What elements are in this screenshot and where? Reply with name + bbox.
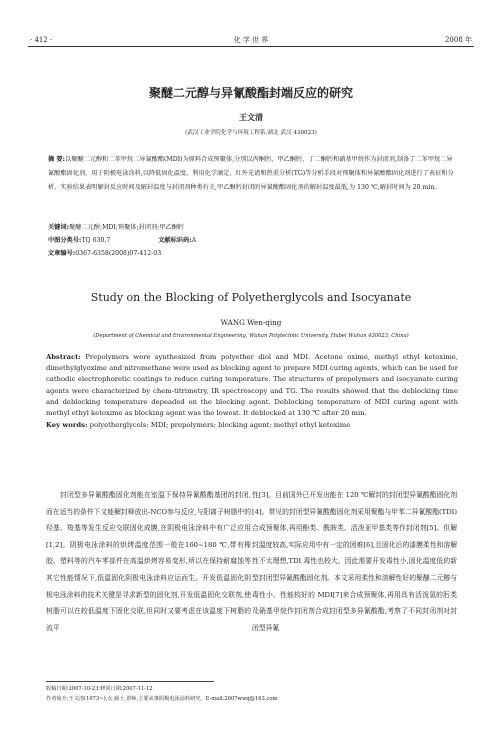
abstract-en-text: Prepolymers were synthesized from polyether diol and MDI. Acetone oxime, methyl ethyl ketoxime, dimethylglyoxime and nitromethane were used as blocking agent to prepare MDI curing agents, which can be used for cathodic electrophoretic coatings to reduce curing temperature. The structures of prepolymers and isocyanate curing agents were characterized by chem-titrimetry, IR spectroscopy and TG. The results showed that the deblocking time and deblocking temperature depeaded on the blocking agent. Deblocking temperature of MDI curing agent with methyl ethyl ketoxime as blocking agent was the lowest. It deblocked at 130 ℃ after 20 min.: [46, 353, 458, 418]
articleid-value: 0367-6358(2008)07-412-03: [75, 250, 162, 257]
received-date: 收稿日期:2007-10-23;修回日期:2007-11-12: [46, 686, 153, 692]
keywords-zh-label: 关键词:: [48, 224, 70, 231]
clc-label: 中图分类号:: [48, 237, 82, 244]
journal-name: 化 学 世 界: [233, 36, 269, 44]
author-bio: 作者简介:王文清(1973~),女,硕士,讲师,主要从事阴极电泳涂料研究。E-mail:2007wwq@163.com: [46, 696, 278, 702]
author-zh: 王文清: [239, 113, 263, 122]
abstract-en-label: Abstract:: [46, 353, 81, 361]
metadata-zh: [48, 221, 458, 260]
abstract-en: [46, 352, 458, 431]
paper-title-zh: 聚醚二元醇与异氰酸酯封端反应的研究: [148, 86, 353, 100]
keywords-en-label: Key words:: [46, 421, 88, 430]
footnote-rule: [46, 681, 214, 682]
keywords-zh: [48, 221, 458, 234]
keywords-zh-text: 聚醚二元醇;MDI;预聚体;封闭剂;甲乙酮肟: [69, 224, 184, 231]
header-rule: [28, 46, 474, 47]
affiliation-zh: (武汉工业学院化学与环境工程系,湖北 武汉 430023): [185, 130, 317, 136]
page-number: · 412 ·: [30, 36, 53, 44]
clc-value: TQ 630.7: [81, 237, 111, 244]
article-id-row: [48, 247, 458, 260]
keywords-en-text: polyetherglycols; MDI; prepolymers; blocking agent; methyl ethyl ketoxime: [89, 421, 351, 430]
body-column-left: 封闭型多异氰酸酯固化剂能在室温下保持异氰酸酯基团的封闭,而在适当的条件下又能解封释放出-NCO参与反应,与阳离子树脂中的羟基、羧基等发生反应交联固化成膜,在阴极电泳涂料中有广泛应用[1,2]。阴极电泳涂料的烘烤温度范围一般在160~180 ℃,带有橡胶、塑料等的汽车零部件在高温烘烤容易变形,所以在保持耐腐蚀等其它性能情况下,低温固化阴极电泳涂料应运而生。开发低温固化阴极电泳涂料的技术关键是寻求新型的固化剂,开发低温固化交联剂,使树脂可以在较低温度下固化交联,但同时又要考虑在该温度下树脂的流平: [46, 491, 251, 632]
author-en: WANG Wen-qing: [220, 318, 282, 327]
body-column-right: 性[3]。目前国外已开发出能在 120 ℃解封的封闭型异氰酸酯固化剂[4]。常见的封闭型异氰酸酯固化剂采用聚酯与甲苯二异氰酸酯(TDI)合成预聚体,再用酚类、酰胺类、活泼亚甲基类等作封闭剂[5]。但解封温度较高,实际应用中有一定的困难[6],且固化后的漆膜柔性和溶解性不太理想,TDI 毒性也较大。因此需要开发毒性小,固化温度低的新型封闭型异氰酸酯固化剂。本文采用柔性和溶解性好的聚醚二元醇与毒性小、性能较好的 MDI[7]来合成预聚体,再用具有活泼氢的肟类及硝基甲烷作封闭剂合成封闭型多异氰酸酯,考察了不同封闭剂对封闭型异氰: [252, 491, 457, 632]
abstract-zh-text: 以聚醚二元醇和二苯甲烷二异氰酸酯(MDI)为原料合成预聚体,分别以丙酮肟、甲乙酮肟、丁二酮肟和硝基甲烷作为封闭剂,制备了二苯甲烷二异氰酸酯固化剂。用于阴极电泳涂料,以降低固化温度。利用化学滴定、红外光谱和热重分析(TG)等分析手段对预聚体和异氰酸酯固化剂进行了表征和分析。实验结果表明解封反应时间及解封温度与封闭剂种类有关,甲乙酮肟封闭的异氰酸酯固化剂的解封温度最低,为 130 ℃,解封时间为 20 min。: [48, 156, 454, 191]
articleid-label: 文章编号:: [48, 250, 76, 257]
abstract-zh-label: 摘 要:: [48, 156, 66, 163]
paper-title-en: Study on the Blocking of Polyetherglycols and Isocyanate: [90, 291, 412, 304]
affiliation-en: (Department of Chemical and Environmental Engineering, Wuhan Polytechnic University, Hubei Wuhan 430023, China): [93, 333, 409, 339]
issue-year: 2008 年: [444, 36, 472, 44]
footnote: [46, 684, 466, 704]
classification-row: [48, 234, 458, 247]
doccode-value: A: [191, 237, 197, 244]
doccode-label: 文献标识码:: [158, 237, 192, 244]
abstract-zh: [48, 153, 458, 195]
keywords-en: [46, 420, 458, 431]
